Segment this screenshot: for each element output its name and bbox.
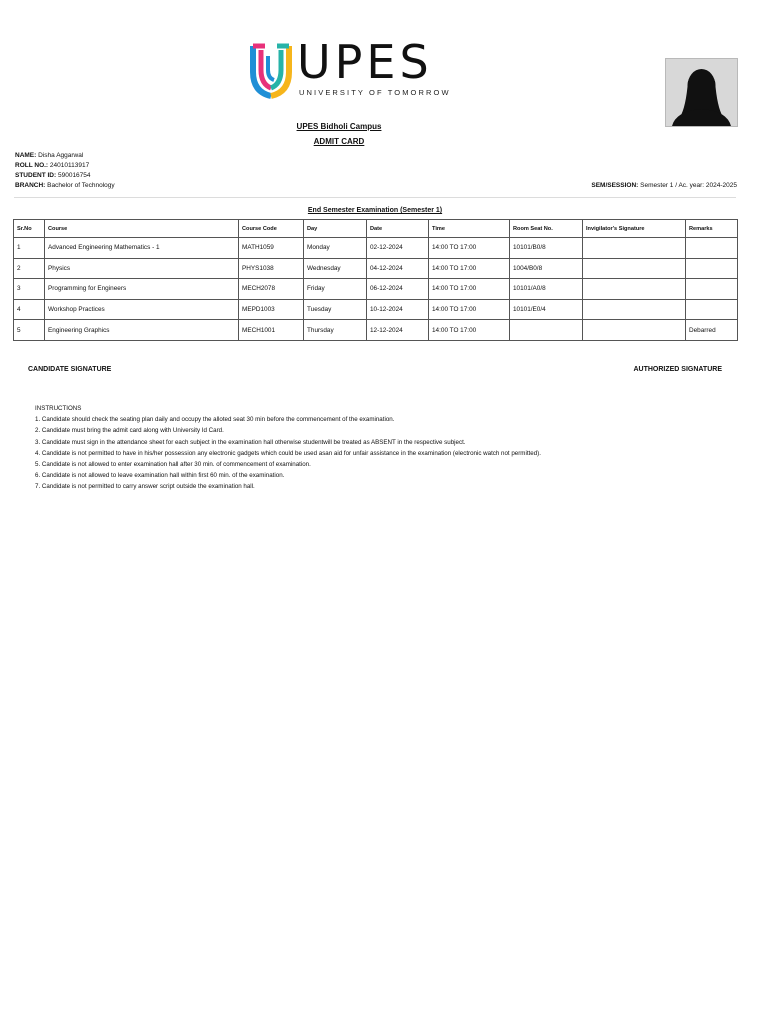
admit-card-title: ADMIT CARD — [313, 137, 365, 146]
cell-course-code: PHYS1038 — [239, 258, 304, 279]
student-photo — [665, 58, 738, 127]
logo-tagline: UNIVERSITY OF TOMORROW — [299, 88, 451, 97]
student-id-label: STUDENT ID: — [15, 172, 57, 179]
cell-remarks — [686, 299, 738, 320]
cell-day: Friday — [304, 279, 367, 300]
cell-date: 10-12-2024 — [367, 299, 429, 320]
cell-time: 14:00 TO 17:00 — [429, 320, 510, 341]
cell-invigilator-signature — [583, 279, 686, 300]
cell-invigilator-signature — [583, 258, 686, 279]
header-srno: Sr.No — [14, 220, 45, 238]
header-course: Course — [45, 220, 239, 238]
cell-srno: 5 — [14, 320, 45, 341]
branch: Bachelor of Technology — [47, 182, 115, 189]
instruction-item: 6. Candidate is not allowed to leave examination hall within first 60 min. of the examination. — [35, 472, 285, 480]
cell-date: 06-12-2024 — [367, 279, 429, 300]
cell-day: Wednesday — [304, 258, 367, 279]
cell-course-code: MECH1001 — [239, 320, 304, 341]
cell-room-seat: 10101/B0/8 — [510, 238, 583, 259]
candidate-signature-label: CANDIDATE SIGNATURE — [28, 366, 112, 373]
name-label: NAME: — [15, 152, 37, 159]
authorized-signature-label: AUTHORIZED SIGNATURE — [633, 366, 722, 373]
cell-room-seat: 1004/B0/8 — [510, 258, 583, 279]
cell-course: Workshop Practices — [45, 299, 239, 320]
cell-day: Monday — [304, 238, 367, 259]
cell-remarks — [686, 238, 738, 259]
instruction-item: 3. Candidate must sign in the attendance sheet for each subject in the examination hall otherwise studentwill be treated as ABSENT in the respective subject. — [35, 438, 466, 446]
header-course-code: Course Code — [239, 220, 304, 238]
instructions-block — [35, 403, 541, 493]
cell-time: 14:00 TO 17:00 — [429, 238, 510, 259]
logo-wordmark: UPES — [297, 35, 433, 89]
header-room-seat: Room Seat No. — [510, 220, 583, 238]
cell-time: 14:00 TO 17:00 — [429, 279, 510, 300]
instruction-item: 4. Candidate is not permitted to have in his/her possession any electronic gadgets which could be used asan aid for unfair assistance in the examination (electronic watch not permitted). — [35, 449, 541, 457]
cell-invigilator-signature — [583, 320, 686, 341]
student-name-line — [15, 152, 83, 160]
cell-srno: 2 — [14, 258, 45, 279]
roll-label: ROLL NO.: — [15, 162, 49, 169]
cell-course: Advanced Engineering Mathematics - 1 — [45, 238, 239, 259]
instruction-item: 2. Candidate must bring the admit card along with University Id Card. — [35, 427, 224, 435]
cell-date: 12-12-2024 — [367, 320, 429, 341]
table-row — [14, 320, 738, 341]
cell-course-code: MATH1059 — [239, 238, 304, 259]
cell-course-code: MEPD1003 — [239, 299, 304, 320]
instruction-item: 1. Candidate should check the seating plan daily and occupy the alloted seat 30 min before the commencement of the examination. — [35, 416, 395, 424]
table-row — [14, 258, 738, 279]
sem-label: SEM/SESSION: — [591, 182, 639, 189]
header-remarks: Remarks — [686, 220, 738, 238]
cell-date: 02-12-2024 — [367, 238, 429, 259]
exam-title: End Semester Examination (Semester 1) — [307, 207, 443, 214]
cell-course: Physics — [45, 258, 239, 279]
header-date: Date — [367, 220, 429, 238]
cell-course: Engineering Graphics — [45, 320, 239, 341]
table-row — [14, 279, 738, 300]
cell-invigilator-signature — [583, 238, 686, 259]
cell-room-seat: 10101/A0/8 — [510, 279, 583, 300]
instruction-item: 5. Candidate is not allowed to enter examination hall after 30 min. of commencement of examination. — [35, 461, 311, 469]
divider — [14, 197, 736, 198]
branch-line — [15, 182, 115, 190]
roll-number: 24010113917 — [49, 162, 90, 169]
table-header-row — [14, 220, 738, 238]
campus-title: UPES Bidholi Campus — [296, 122, 382, 131]
exam-schedule-table — [13, 219, 738, 341]
table-row — [14, 238, 738, 259]
cell-date: 04-12-2024 — [367, 258, 429, 279]
cell-invigilator-signature — [583, 299, 686, 320]
cell-course: Programming for Engineers — [45, 279, 239, 300]
cell-srno: 1 — [14, 238, 45, 259]
upes-shield-icon — [249, 42, 293, 100]
cell-day: Tuesday — [304, 299, 367, 320]
roll-no-line — [15, 162, 89, 170]
upes-logo — [249, 35, 451, 102]
cell-course-code: MECH2078 — [239, 279, 304, 300]
student-id: 590016754 — [57, 172, 91, 179]
header-day: Day — [304, 220, 367, 238]
cell-remarks — [686, 279, 738, 300]
cell-remarks — [686, 258, 738, 279]
cell-time: 14:00 TO 17:00 — [429, 299, 510, 320]
cell-day: Thursday — [304, 320, 367, 341]
cell-srno: 4 — [14, 299, 45, 320]
cell-srno: 3 — [14, 279, 45, 300]
instruction-item: 7. Candidate is not permitted to carry answer script outside the examination hall. — [35, 483, 255, 491]
header-time: Time — [429, 220, 510, 238]
cell-room-seat: 10101/E0/4 — [510, 299, 583, 320]
student-id-line — [15, 172, 91, 180]
cell-room-seat — [510, 320, 583, 341]
header-invigilator-signature: Invigilator's Signature — [583, 220, 686, 238]
instructions-title: INSTRUCTIONS — [35, 405, 82, 412]
sem-session-line — [591, 182, 737, 190]
cell-remarks: Debarred — [686, 320, 738, 341]
table-row — [14, 299, 738, 320]
branch-label: BRANCH: — [15, 182, 46, 189]
student-name: Disha Aggarwal — [38, 152, 84, 159]
person-silhouette-icon — [666, 59, 737, 126]
cell-time: 14:00 TO 17:00 — [429, 258, 510, 279]
sem-session: Semester 1 / Ac. year: 2024-2025 — [640, 182, 737, 189]
